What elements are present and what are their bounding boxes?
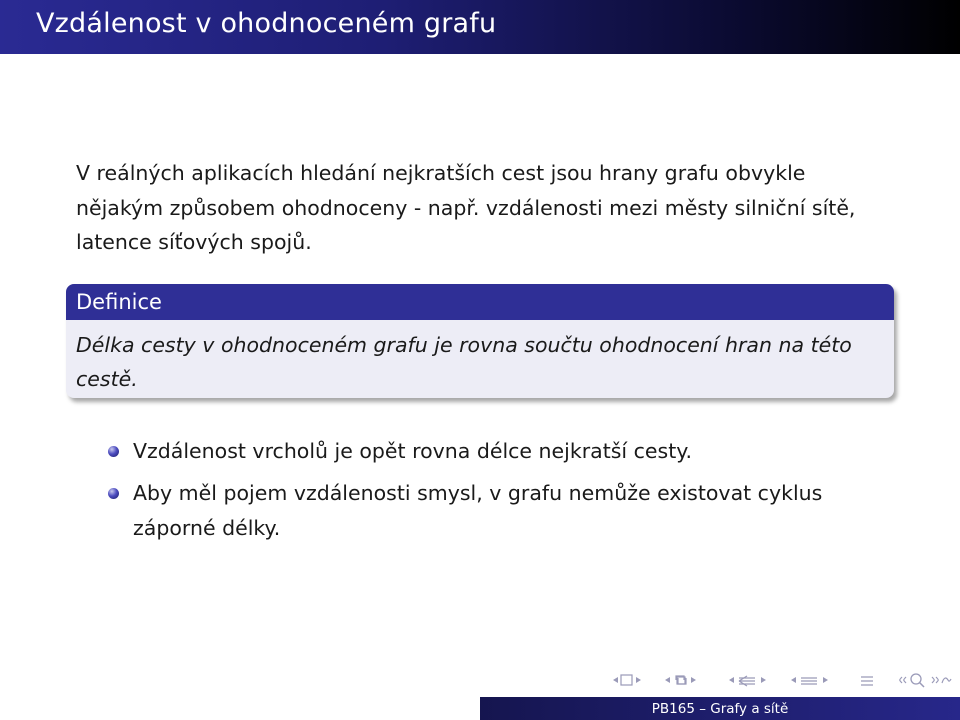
nav-subsection[interactable]: [727, 669, 779, 691]
subsection-icon: [727, 669, 779, 691]
definition-text: Délka cesty v ohodnoceném grafu je rovna součtu ohodnocení hran na této cestě.: [76, 333, 852, 391]
nav-align[interactable]: [858, 669, 878, 691]
page-title: Vzdálenost v ohodnoceném grafu: [36, 8, 497, 39]
nav-section-next[interactable]: [789, 669, 841, 691]
bullet-text: Vzdálenost vrcholů je opět rovna délce nejkratší cesty.: [133, 439, 692, 463]
align-icon: [858, 669, 878, 691]
intro-paragraph: V reálných aplikacích hledání nejkratších cest jsou hrany grafu obvykle nějakým způsobem ohodnoceny - např. vzdálenosti mezi městy silniční sítě, latence síťových spojů.: [76, 161, 856, 254]
definition-block: [66, 284, 894, 398]
nav-section[interactable]: [663, 669, 721, 691]
bullet-list: [108, 434, 868, 553]
nav-search[interactable]: [898, 669, 952, 691]
footer-bar: [480, 697, 960, 720]
bullet-icon: [108, 488, 119, 499]
bullet-icon: [108, 446, 119, 457]
section-icon: [789, 669, 841, 691]
list-item: [108, 434, 868, 469]
first-frame-icon: [611, 669, 647, 691]
footer-text: PB165 – Grafy a sítě: [651, 700, 789, 717]
title-bar: [0, 0, 960, 54]
bullet-text: Aby měl pojem vzdálenosti smysl, v grafu nemůže existovat cyklus záporné délky.: [133, 481, 823, 540]
list-item: [108, 476, 868, 546]
nav-first-frame[interactable]: [611, 669, 647, 691]
definition-title: Definice: [66, 284, 894, 320]
frame-icon: [663, 669, 721, 691]
search-icon: [898, 669, 952, 691]
